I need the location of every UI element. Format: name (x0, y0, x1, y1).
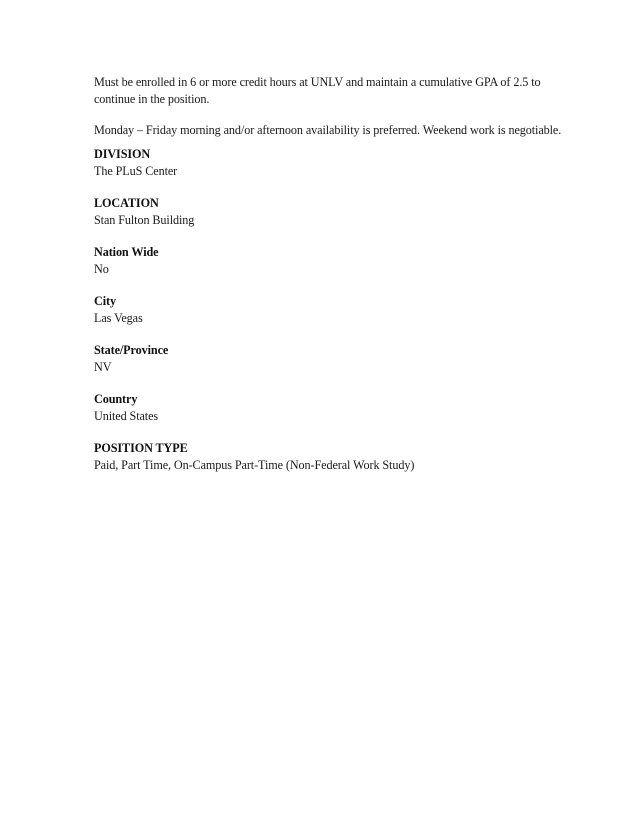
field-value-location: Stan Fulton Building (94, 213, 195, 227)
field-value-position-type: Paid, Part Time, On-Campus Part-Time (Non-Federal Work Study) (94, 458, 415, 472)
field-state-province (94, 342, 564, 376)
field-label-division: DIVISION (94, 147, 151, 161)
field-label-state-province: State/Province (94, 343, 169, 357)
field-value-country: United States (94, 409, 159, 423)
field-value-division: The PLuS Center (94, 164, 178, 178)
availability-paragraph: Monday – Friday morning and/or afternoon availability is preferred. Weekend work is negotiable. (94, 123, 562, 137)
job-details (94, 146, 564, 474)
field-label-city: City (94, 294, 116, 308)
field-country (94, 391, 564, 425)
field-value-state-province: NV (94, 360, 112, 374)
field-label-location: LOCATION (94, 196, 159, 210)
field-label-nation-wide: Nation Wide (94, 245, 159, 259)
field-value-nation-wide: No (94, 262, 109, 276)
field-division (94, 146, 564, 180)
field-label-position-type: POSITION TYPE (94, 441, 188, 455)
enrollment-requirement-paragraph: Must be enrolled in 6 or more credit hours at UNLV and maintain a cumulative GPA of 2.5 to continue in the position. (94, 75, 541, 106)
field-label-country: Country (94, 392, 138, 406)
field-value-city: Las Vegas (94, 311, 143, 325)
field-location (94, 195, 564, 229)
field-city (94, 293, 564, 327)
document-body (94, 74, 564, 489)
field-nation-wide (94, 244, 564, 278)
field-position-type (94, 440, 564, 474)
